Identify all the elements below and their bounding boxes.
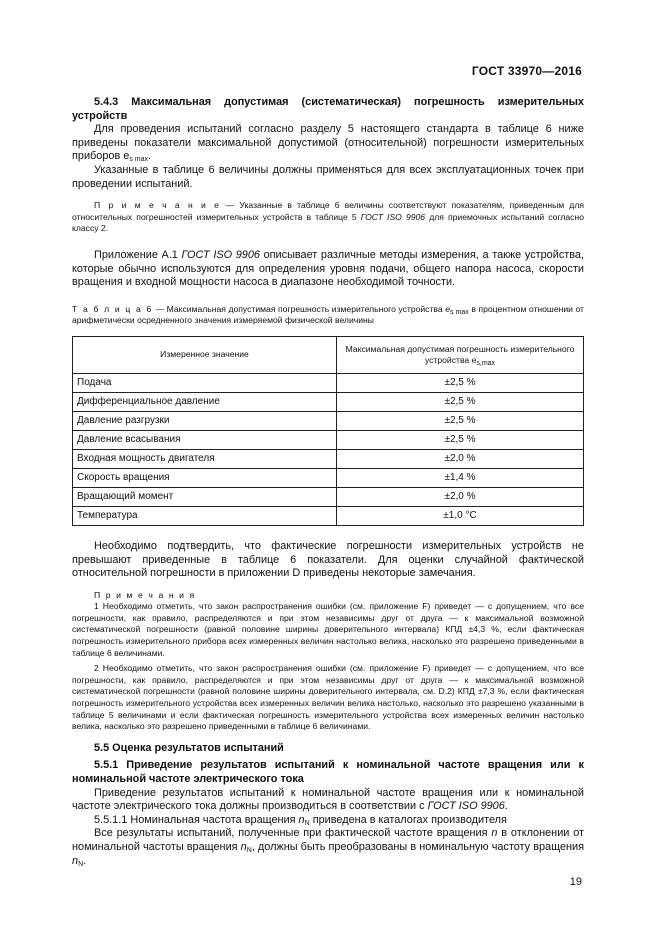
table-6 xyxy=(72,336,584,526)
table-cell-max-error: ±2,5 % xyxy=(337,430,584,449)
table-cell-measured-value: Подача xyxy=(73,373,337,392)
notes-label: П р и м е ч а н и я xyxy=(94,589,196,600)
table-6-header-max-error: Максимальная допустимая погрешность измерительного устройства $e_{s,max}$ xyxy=(337,336,584,373)
note-1: 1 Необходимо отметить, что закон распространения ошибки (см. приложение F) приведет — с допущением, что все погрешности, как правило, распределяются и при этом независимы друг от друга — к максимальной возможной систематической погрешности (равной половине ширины доверительного интервала) КПД ±4,3 %, если фактическая погрешность измерительного прибора всех измеренных величин настолько велика, насколько это разрешено приведенными в таблице 6 величинами. xyxy=(72,601,584,658)
document-body xyxy=(72,96,584,868)
section-5-5-1-paragraph: Приведение результатов испытаний к номинальной частоте вращения или к номинальной частоте электрического тока должны производиться в соответствии с ГОСТ ISO 9906. xyxy=(72,786,584,813)
table-row xyxy=(73,430,584,449)
section-5-4-3-paragraph-1: Для проведения испытаний согласно разделу 5 настоящего стандарта в таблице 6 ниже приведены показатели максимальной допустимой (относительной) погрешности измерительных приборов $e_{s max}$. xyxy=(72,123,584,164)
table-cell-measured-value: Дифференциальное давление xyxy=(73,392,337,411)
table-6-header-measured-value: Измеренное значение xyxy=(73,336,337,373)
table-cell-measured-value: Входная мощность двигателя xyxy=(73,449,337,468)
table-cell-measured-value: Скорость вращения xyxy=(73,468,337,487)
section-5-4-3-title: 5.4.3 Максимальная допустимая (систематическая) погрешность измерительных устройств xyxy=(72,96,584,122)
section-5-5-title: 5.5 Оценка результатов испытаний xyxy=(94,741,284,754)
table-cell-max-error: ±2,0 % xyxy=(337,487,584,506)
table-cell-max-error: ±2,5 % xyxy=(337,373,584,392)
table-cell-measured-value: Вращающий момент xyxy=(73,487,337,506)
table-cell-max-error: ±1,4 % xyxy=(337,468,584,487)
table-cell-measured-value: Давление всасывания xyxy=(73,430,337,449)
table-row xyxy=(73,449,584,468)
section-5-4-3-paragraph-3: Приложение А.1 ГОСТ ISO 9906 описывает различные методы измерения, а также устройства, которые обычно используются для определения уровня подачи, общего напора насоса, скорости вращения и входной мощности насоса в диапазоне необходимой точности. xyxy=(72,248,584,289)
table-cell-measured-value: Давление разгрузки xyxy=(73,411,337,430)
section-5-5-1-1-paragraph: Все результаты испытаний, полученные при фактической частоте вращения n в отклонении от номинальной частоты вращения $n_N$, должны быть преобразованы в номинальную частоту вращения $n_N$. xyxy=(72,827,584,868)
section-5-4-3-paragraph-2: Указанные в таблице 6 величины должны применяться для всех эксплуатационных точек при проведении испытаний. xyxy=(72,163,584,190)
section-5-4-3-note: П р и м е ч а н и е — Указанные в таблице 6 величины соответствуют показателям, приведенным для относительных погрешностей измерительных устройств в таблице 5 ГОСТ ISO 9906 для приемочных испытаний согласно классу 2. xyxy=(72,200,585,234)
note-2: 2 Необходимо отметить, что закон распространения ошибки (см. приложение F) приведет — с допущением, что все погрешности, как правило, распределяются и при этом независимы друг от друга — к максимальной возможной систематической погрешности (равной половине ширины доверительного интервала, см. D.2) КПД ±7,3 %, если фактическая погрешность измерительного устройства всех измеренных величин велика настолько, насколько это разрешено указанными в таблице 5 величинами и если фактическая погрешность измерительного устройства всех измеренных величин настолько велика, насколько это разрешено приведенными в таблице 6 величинами. xyxy=(72,663,584,732)
table-row xyxy=(73,468,584,487)
table-cell-measured-value: Температура xyxy=(73,506,337,525)
page-number: 19 xyxy=(569,876,582,888)
table-cell-max-error: ±1,0 °С xyxy=(337,506,584,525)
table-row xyxy=(73,392,584,411)
table-row xyxy=(73,373,584,392)
document-header-id: ГОСТ 33970—2016 xyxy=(471,64,582,78)
after-table-paragraph: Необходимо подтвердить, что фактические погрешности измерительных устройств не превышают приведенные в таблице 6 показатели. Для оценки случайной фактической относительной погрешности в приложении D приведены некоторые замечания. xyxy=(72,539,584,580)
section-5-5-1-title: 5.5.1 Приведение результатов испытаний к номинальной частоте вращения или к номинальной частоте электрического тока xyxy=(72,759,584,785)
table-row xyxy=(73,506,584,525)
table-6-body xyxy=(73,373,584,525)
table-cell-max-error: ±2,5 % xyxy=(337,392,584,411)
section-5-5-1-1-title: 5.5.1.1 Номинальная частота вращения $n_N$ приведена в каталогах производителя xyxy=(94,813,507,827)
table-cell-max-error: ±2,0 % xyxy=(337,449,584,468)
table-row xyxy=(73,487,584,506)
table-cell-max-error: ±2,5 % xyxy=(337,411,584,430)
table-6-caption: Т а б л и ц а 6 — Максимальная допустимая погрешность измерительного устройства $e_{s max}$ в процентном отношении от арифметически осредненного значения измеряемой физической величины xyxy=(72,303,584,326)
table-row xyxy=(73,411,584,430)
